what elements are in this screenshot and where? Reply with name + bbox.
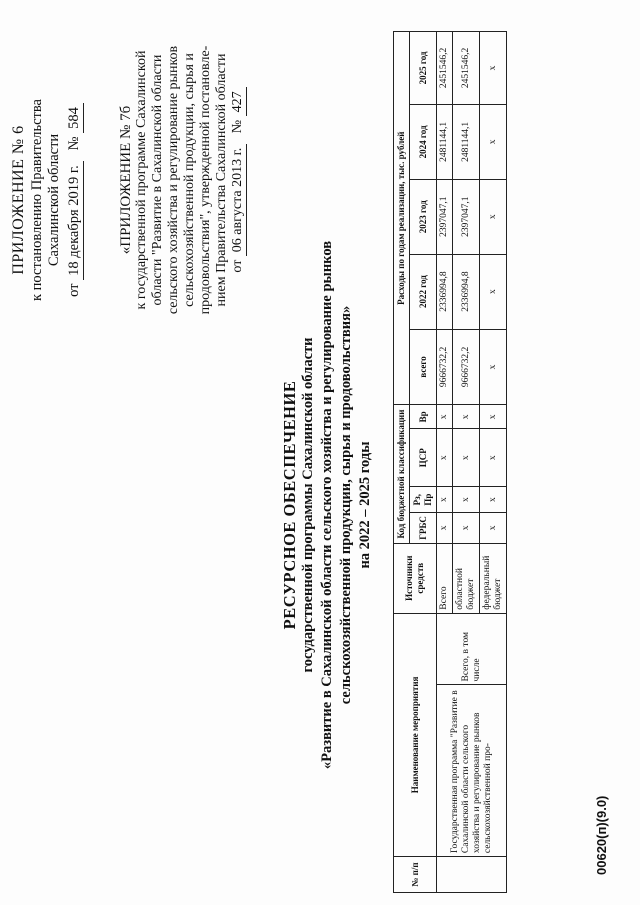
y2025-cell: 2451546,2 [453,32,480,105]
grbs-cell: х [453,513,480,544]
title-line: сельскохозяйственной продукции, сырья и продовольствия» [338,305,354,705]
header-rzpr: Рз, Пр [410,487,437,513]
header-csr: ЦСР [410,429,437,487]
y2024-cell: 2481144,1 [453,104,480,179]
csr-cell: х [480,429,507,487]
grbs-cell: х [437,513,453,544]
program-name: Государственная программа "Развитие в Сахалинской области сельского хозяйства и регулирование рынков сельскохозяйственной про- [437,685,507,857]
previous-appendix-heading: «ПРИЛОЖЕНИЕ № 7б [118,105,134,255]
header-vr: Вр [410,405,437,429]
y2022-cell: х [480,254,507,329]
csr-cell: х [453,429,480,487]
source-cell: Всего [437,543,453,613]
previous-appendix-line: нием Правительства Сахалинской области [214,53,229,307]
header-budget-code: Код бюджетной классификации [394,405,410,543]
grbs-cell: х [480,513,507,544]
y2022-cell: 2336994,8 [437,254,453,329]
date-prefix: от [230,259,245,273]
previous-appendix-date-line [230,15,247,345]
total-cell: х [480,329,507,405]
appendix-block [10,35,84,365]
source-cell: областной бюджет [453,543,480,613]
appendix-line: Сахалинской области [46,133,62,267]
y2025-cell: х [480,32,507,105]
vr-cell: х [480,405,507,429]
previous-appendix-line: области "Развитие в Сахалинской области [150,54,165,306]
resource-table [393,31,507,893]
source-cell: федеральный бюджет [480,543,507,613]
y2025-cell: 2451546,2 [437,32,453,105]
appendix-heading: ПРИЛОЖЕНИЕ № 6 [10,125,27,275]
previous-appendix-number: 427 [230,87,247,116]
header-source: Источники средств [394,543,437,613]
document-code: 00620(п)(9.0) [594,795,609,875]
header-2024: 2024 год [410,104,437,179]
previous-appendix-block [118,15,247,345]
previous-appendix-date: 06 августа 2013 г. [230,144,247,256]
header-grbs: ГРБС [410,513,437,544]
previous-appendix-line: сельскохозяйственной продукции, сырья и [182,53,197,307]
y2024-cell: х [480,104,507,179]
vr-cell: х [437,405,453,429]
previous-appendix-line: продовольствия", утвержденной постановле- [198,45,213,315]
rzpr-cell: х [437,487,453,513]
y2022-cell: 2336994,8 [453,254,480,329]
vr-cell: х [453,405,480,429]
table-row [437,32,453,893]
total-cell: 9666732,2 [437,329,453,405]
document-title [280,225,375,785]
y2023-cell: 2397047,1 [453,179,480,254]
previous-appendix-line: к государственной программе Сахалинской [134,50,149,310]
title-line: государственной программы Сахалинской области [300,337,316,673]
header-expenses: Расходы по годам реализации, тыс. рублей [394,32,410,405]
row-number [437,857,507,893]
y2023-cell: 2397047,1 [437,179,453,254]
header-total: всего [410,329,437,405]
csr-cell: х [437,429,453,487]
y2023-cell: х [480,179,507,254]
title-line: «Развитие в Сахалинской области сельского хозяйства и регулирование рынков [319,240,335,770]
title-line: на 2022 – 2025 годы [357,441,373,569]
header-2022: 2022 год [410,254,437,329]
y2024-cell: 2481144,1 [437,104,453,179]
total-cell: 9666732,2 [453,329,480,405]
header-2023: 2023 год [410,179,437,254]
appendix-date-line [66,35,84,365]
rzpr-cell: х [480,487,507,513]
rzpr-cell: х [453,487,480,513]
including-label: Всего, в том числе [437,613,507,685]
date-prefix: от [66,283,82,297]
appendix-line: к постановлению Правительства [29,99,45,301]
number-prefix: № [66,136,82,151]
number-prefix: № [230,119,245,134]
appendix-date: 18 декабря 2019 г. [66,161,84,280]
header-2025: 2025 год [410,32,437,105]
header-num: № п/п [394,857,437,893]
title-heading: РЕСУРСНОЕ ОБЕСПЕЧЕНИЕ [280,380,299,630]
table-header-row [394,32,410,893]
previous-appendix-line: сельского хозяйства и регулирование рынков [166,45,181,315]
header-event: Наименование мероприятия [394,613,437,856]
appendix-number: 584 [66,103,84,133]
